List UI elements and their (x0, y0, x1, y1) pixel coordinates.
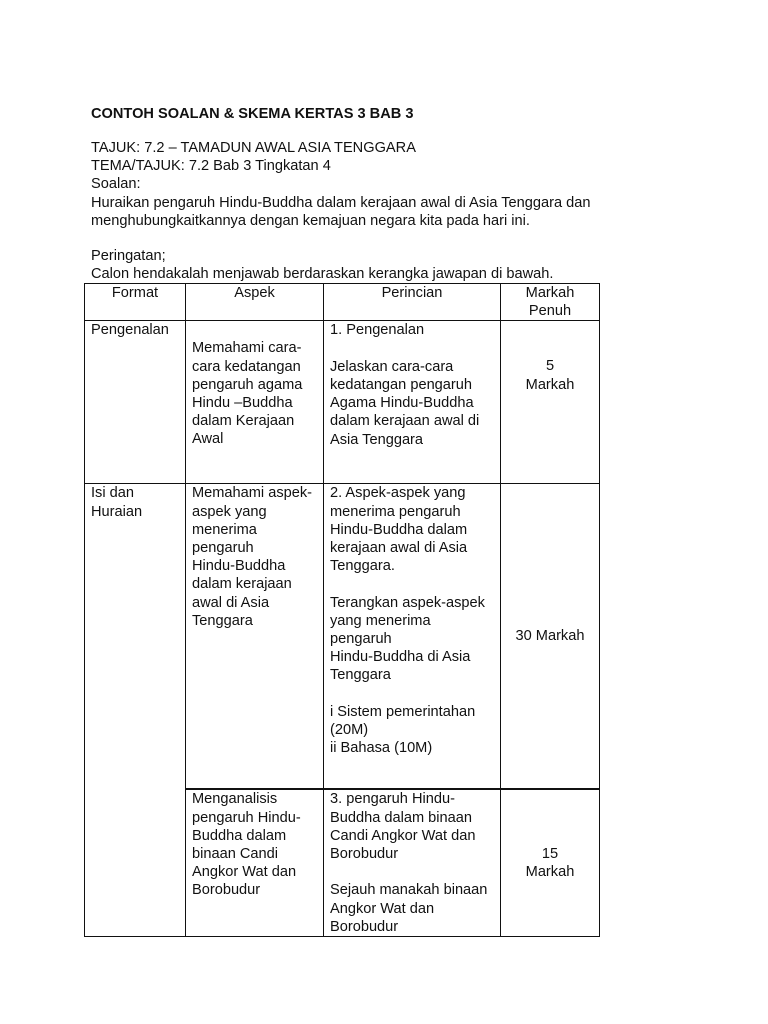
perincian-cell (324, 484, 501, 790)
perincian-cell (324, 321, 501, 484)
perincian-text: 1. Pengenalan Jelaskan cara-cara kedatangan pengaruh Agama Hindu-Buddha dalam kerajaan awal di Asia Tenggara (330, 322, 480, 448)
format-cell (85, 789, 186, 936)
table-row (85, 484, 600, 790)
soalan-label: Soalan: (91, 176, 141, 193)
header-format: Format (85, 284, 186, 321)
peringatan-text: Calon hendakalah menjawab berdaraskan kerangka jawapan di bawah. (91, 266, 554, 283)
soalan-line-2: menghubungkaitkannya dengan kemajuan negara kita pada hari ini. (91, 212, 530, 229)
perincian-text: 3. pengaruh Hindu- Buddha dalam binaan Candi Angkor Wat dan Borobudur Sejauh manakah binaan Angkor Wat dan Borobudur (330, 791, 488, 935)
header-perincian: Perincian (324, 284, 501, 321)
tajuk-line: TAJUK: 7.2 – TAMADUN AWAL ASIA TENGGARA (91, 140, 416, 156)
aspek-cell (186, 484, 324, 790)
aspek-cell (186, 789, 324, 936)
aspek-text: Menganalisis pengaruh Hindu- Buddha dalam binaan Candi Angkor Wat dan Borobudur (192, 791, 301, 899)
aspek-cell (186, 321, 324, 484)
markah-text: 5 Markah (525, 358, 575, 393)
markah-cell (501, 321, 600, 484)
format-text: Pengenalan (91, 322, 169, 339)
perincian-cell (324, 789, 501, 936)
markah-text: 15 Markah (525, 846, 575, 881)
format-text: Isi dan Huraian (91, 485, 143, 520)
aspek-text: Memahami cara- cara kedatangan pengaruh agama Hindu –Buddha dalam Kerajaan Awal (192, 340, 303, 448)
markah-cell (501, 789, 600, 936)
format-cell (85, 484, 186, 790)
answer-scheme-table (84, 283, 600, 937)
format-cell (85, 321, 186, 484)
table-row (85, 789, 600, 936)
header-aspek: Aspek (186, 284, 324, 321)
question-info (91, 139, 691, 230)
perincian-text: 2. Aspek-aspek yang menerima pengaruh Hindu-Buddha dalam kerajaan awal di Asia Tenggara. Terangkan aspek-aspek yang menerima pengaruh Hindu-Buddha di Asia Tenggara i Sistem pemerintahan (20M) ii Bahasa (10M) (330, 485, 485, 757)
markah-cell (501, 484, 600, 790)
table-row (85, 321, 600, 484)
warning-section (91, 247, 691, 283)
aspek-text: Memahami aspek- aspek yang menerima pengaruh Hindu-Buddha dalam kerajaan awal di Asia Tenggara (192, 485, 313, 629)
table-header-row (85, 284, 600, 321)
header-markah-penuh: Markah Penuh (501, 284, 600, 321)
tema-line: TEMA/TAJUK: 7.2 Bab 3 Tingkatan 4 (91, 158, 331, 175)
peringatan-label: Peringatan; (91, 248, 166, 264)
document-title: CONTOH SOALAN & SKEMA KERTAS 3 BAB 3 (91, 106, 414, 122)
markah-text: 30 Markah (515, 628, 585, 645)
soalan-line-1: Huraikan pengaruh Hindu-Buddha dalam kerajaan awal di Asia Tenggara dan (91, 194, 591, 211)
